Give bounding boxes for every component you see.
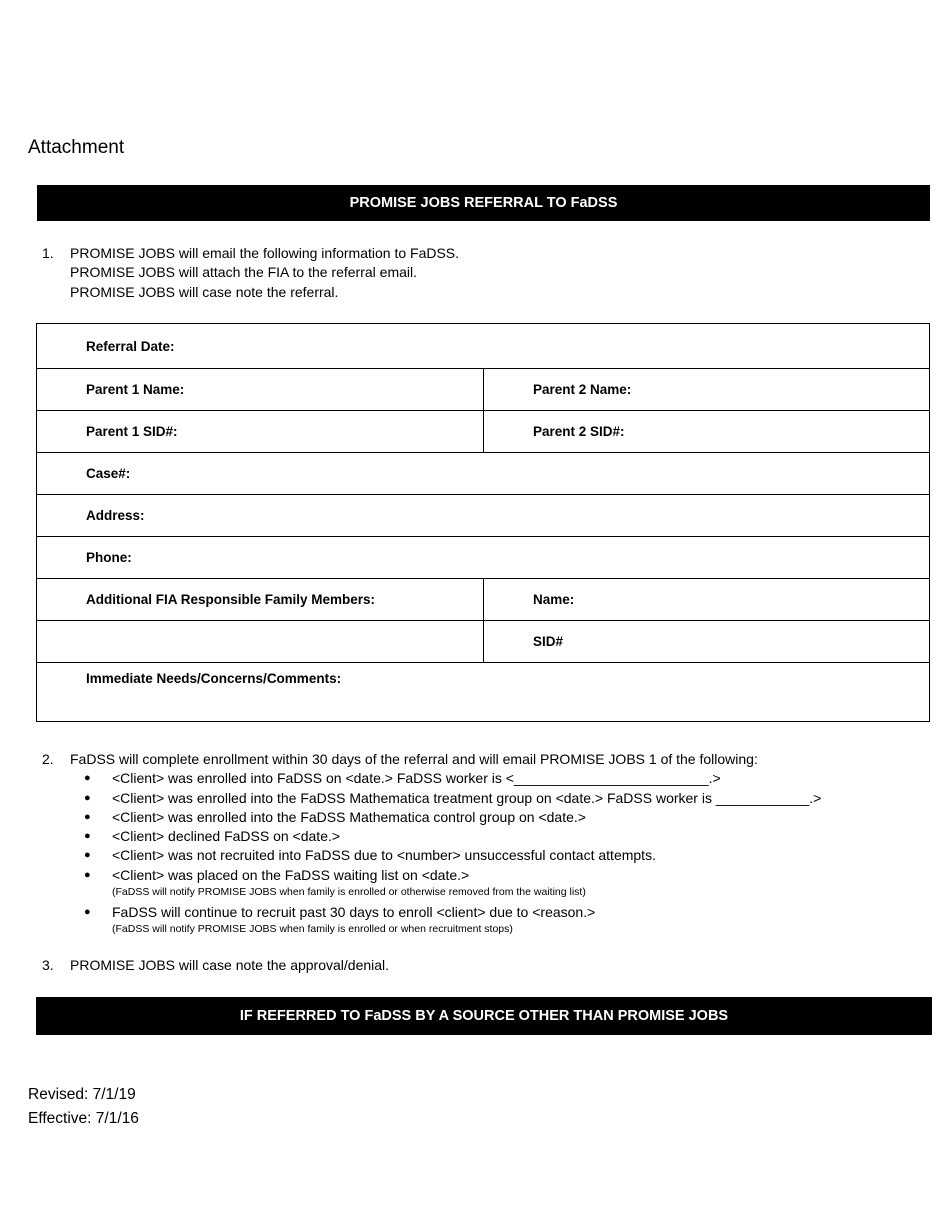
step-1: [42, 244, 459, 302]
parent1-sid-field[interactable]: [37, 411, 484, 453]
comments-field[interactable]: [37, 663, 930, 722]
case-label: Case#:: [86, 466, 131, 481]
revised-date: Revised: 7/1/19: [28, 1086, 136, 1103]
parent1-name-label: Parent 1 Name:: [86, 382, 185, 397]
member-name-field[interactable]: [484, 579, 930, 621]
referral-banner: PROMISE JOBS REFERRAL TO FaDSS: [37, 185, 930, 221]
list-item: ● <Client> was enrolled into the FaDSS Mathematica control group on <date.>: [84, 808, 821, 827]
step-2: [42, 750, 821, 940]
list-item: [84, 903, 821, 937]
address-field[interactable]: [37, 495, 930, 537]
step-3-text: PROMISE JOBS will case note the approval/denial.: [70, 957, 390, 973]
additional-members-blank: [37, 621, 484, 663]
phone-field[interactable]: [37, 537, 930, 579]
parent2-name-label: Parent 2 Name:: [533, 382, 632, 397]
other-source-banner: IF REFERRED TO FaDSS BY A SOURCE OTHER THAN PROMISE JOBS: [36, 997, 932, 1035]
referral-date-field[interactable]: [37, 324, 930, 369]
comments-label: Immediate Needs/Concerns/Comments:: [86, 671, 342, 686]
step-2-intro: FaDSS will complete enrollment within 30 days of the referral and will email PROMISE JOBS 1 of the following:: [70, 751, 758, 767]
phone-label: Phone:: [86, 550, 132, 565]
parent1-name-field[interactable]: [37, 369, 484, 411]
list-item: [84, 866, 821, 900]
step-1-line: PROMISE JOBS will attach the FIA to the referral email.: [70, 264, 418, 281]
outcome-list: [42, 769, 821, 937]
member-sid-label: SID#: [533, 634, 564, 649]
referral-form: [36, 323, 930, 722]
list-item-text: <Client> was placed on the FaDSS waiting list on <date.>: [112, 866, 470, 883]
step-3-number: 3.: [42, 957, 54, 973]
member-name-label: Name:: [533, 592, 575, 607]
list-item: ● <Client> was enrolled into FaDSS on <date.> FaDSS worker is <_________________________.>: [84, 769, 821, 788]
list-item: ● <Client> was not recruited into FaDSS due to <number> unsuccessful contact attempts.: [84, 846, 821, 865]
member-sid-field[interactable]: [484, 621, 930, 663]
effective-date: Effective: 7/1/16: [28, 1110, 139, 1127]
referral-date-label: Referral Date:: [86, 338, 175, 354]
parent2-name-field[interactable]: [484, 369, 930, 411]
additional-members-label: Additional FIA Responsible Family Members:: [86, 592, 376, 607]
parent1-sid-label: Parent 1 SID#:: [86, 424, 178, 439]
step-2-number: 2.: [42, 751, 54, 767]
recruitment-note: (FaDSS will notify PROMISE JOBS when family is enrolled or when recruitment stops): [112, 923, 513, 936]
step-1-number: 1.: [42, 245, 54, 261]
list-item-text: FaDSS will continue to recruit past 30 days to enroll <client> due to <reason.>: [112, 904, 596, 921]
step-1-line: PROMISE JOBS will case note the referral.: [70, 283, 339, 300]
additional-members-cell: [37, 579, 484, 621]
parent2-sid-field[interactable]: [484, 411, 930, 453]
parent2-sid-label: Parent 2 SID#:: [533, 424, 625, 439]
list-item: ● <Client> declined FaDSS on <date.>: [84, 827, 821, 846]
list-item: ● <Client> was enrolled into the FaDSS Mathematica treatment group on <date.> FaDSS worker is ____________.>: [84, 789, 821, 808]
case-field[interactable]: [37, 453, 930, 495]
step-3: [42, 956, 389, 975]
address-label: Address:: [86, 508, 145, 523]
step-1-line: PROMISE JOBS will email the following information to FaDSS.: [70, 245, 460, 261]
waiting-list-note: (FaDSS will notify PROMISE JOBS when family is enrolled or otherwise removed from the waiting list): [112, 886, 586, 899]
attachment-heading: Attachment: [28, 137, 125, 158]
